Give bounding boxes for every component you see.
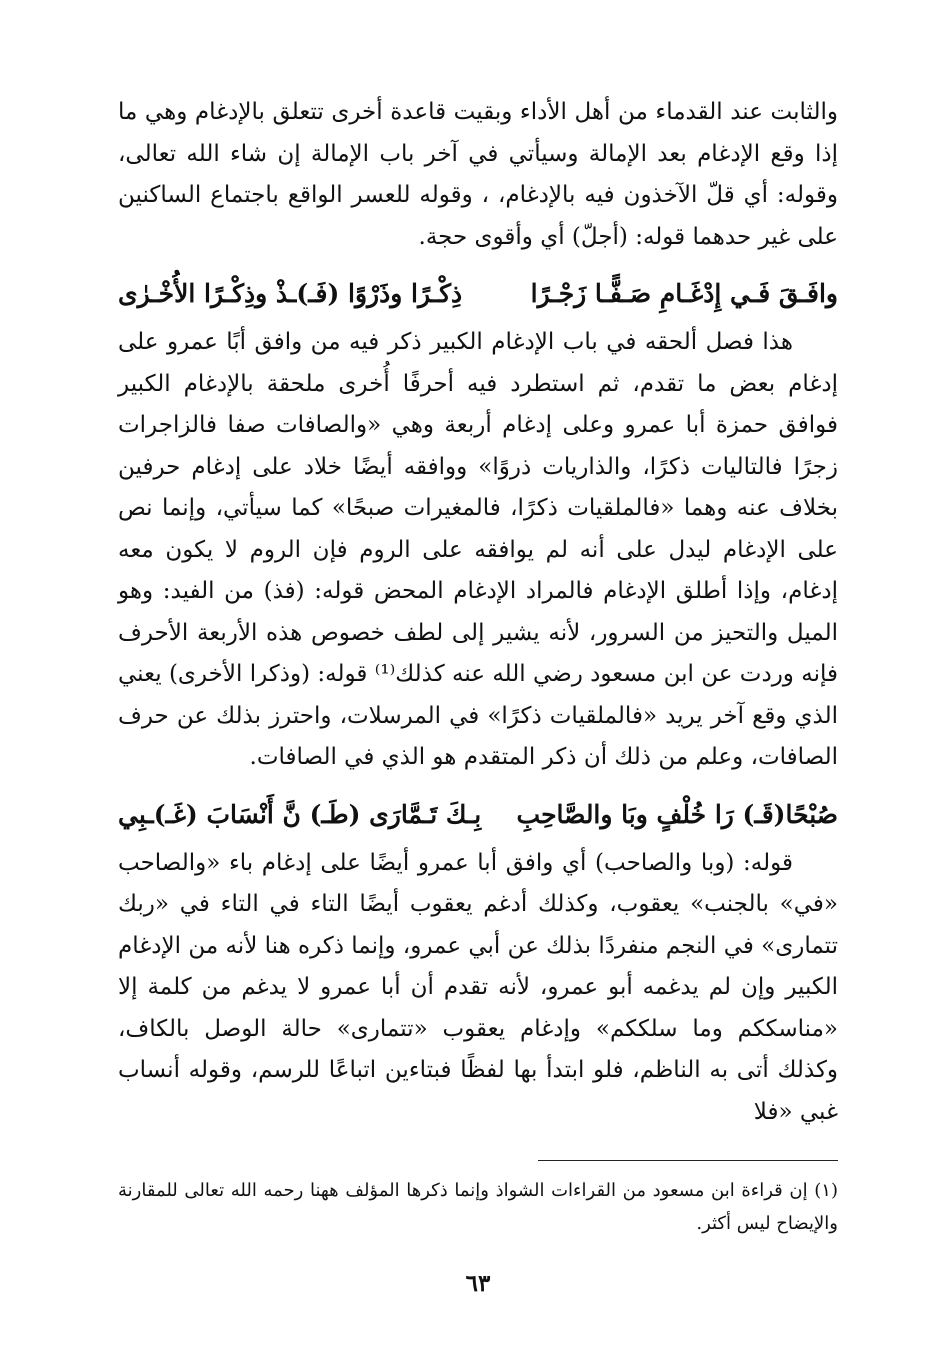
footnote-divider <box>538 1160 838 1161</box>
footnote: (١) إن قراءة ابن مسعود من القراءات الشواذ وإنما ذكرها المؤلف ههنا رحمه الله تعالى للمقارنة والإيضاح ليس أكثر. <box>118 1180 838 1234</box>
verse-line-2 <box>118 793 838 837</box>
book-page <box>118 92 838 1352</box>
verse-2-second-hemistich: بِـكَ تَـمَّارَى (طَـ) نَّ أَنْسَابَ (غَـ)ـبِي <box>118 799 482 829</box>
paragraph-commentary-2: قوله: (وبا والصاحب) أي وافق أبا عمرو أيضًا على إدغام باء «والصاحب «في» بالجنب» يعقوب، وكذلك أدغم يعقوب أيضًا التاء في التاء في «ربك تتمارى» في النجم منفردًا بذلك عن أبي عمرو، وإنما ذكره هنا لأنه من الإدغام الكبير وإن لم يدغمه أبو عمرو، لأنه تقدم أن أبا عمرو لا يدغم من كلمة إلا «مناسككم وما سلككم» وإدغام يعقوب «تتمارى» حالة الوصل بالكاف، وكذلك أتى به الناظم، فلو ابتدأ بها لفظًا فبتاءين اتباعًا للرسم، وقوله أنساب غبي «فلا <box>118 849 838 1125</box>
paragraph-intro: والثابت عند القدماء من أهل الأداء وبقيت قاعدة أخرى تتعلق بالإدغام وهي ما إذا وقع الإدغام بعد الإمالة وسيأتي في آخر باب الإمالة إن شاء الله تعالى، وقوله: أي قلّ الآخذون فيه بالإدغام، ، وقوله للعسر الواقع باجتماع الساكنين على غير حدهما قوله: (أجلّ) أي وأقوى حجة. <box>118 99 838 250</box>
verse-line-1 <box>118 272 838 316</box>
verse-1-second-hemistich: ذِكْـرًا وذَرْوًا (فَـ)ـذْ وذِكْـرًا الأُخْـرٰى <box>118 279 463 308</box>
paragraph-commentary-1: هذا فصل ألحقه في باب الإدغام الكبير ذكر فيه من وافق أبًا عمرو على إدغام بعض ما تقدم، ثم استطرد فيه أحرفًا أُخرى ملحقة بالإدغام الكبير فوافق حمزة أبا عمرو وعلى إدغام أربعة وهي «والصافات صفا فالزاجرات زجرًا فالتاليات ذكرًا، والذاريات ذروًا» ووافقه أيضًا خلاد على إدغام حرفين بخلاف عنه وهما «فالملقيات ذكرًا، فالمغيرات صبحًا» كما سيأتي، وإنما نص على الإدغام ليدل على أنه لم يوافقه على الروم فإن الروم لا يكون معه إدغام، وإذا أطلق الإدغام فالمراد الإدغام المحض قوله: (فذ) من الفيد: وهو الميل والتحيز من السرور، لأنه يشير إلى لطف خصوص هذه الأربعة الأحرف فإنه وردت عن ابن مسعود رضي الله عنه كذلك⁽¹⁾ قوله: (وذكرا الأخرى) يعني الذي وقع آخر يريد «فالملقيات ذكرًا» في المرسلات، واحترز بذلك عن حرف الصافات، وعلم من ذلك أن ذكر المتقدم هو الذي في الصافات. <box>118 329 838 770</box>
verse-1-first-hemistich: وافَـقَ فَـي إِدْغَـامِ صَـفًّـا زَجْـرًا <box>530 279 838 308</box>
verse-2-first-hemistich: صُبْحًا(قَـ) رَا خُلْفٍ وبَا والصَّاحِبِ <box>516 799 838 829</box>
page-number: ٦٣ <box>465 1270 491 1297</box>
